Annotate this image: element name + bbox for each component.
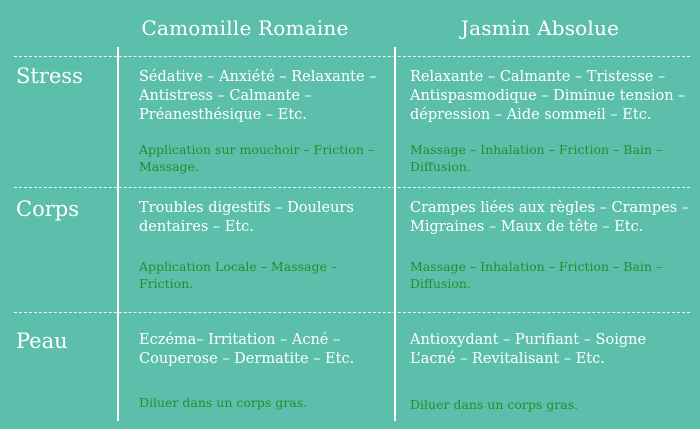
column-header-camomille: Camomille Romaine — [141, 16, 349, 40]
row-label-stress: Stress — [16, 64, 83, 88]
corps-camomille-properties: Troubles digestifs – Douleurs dentaires – Etc. — [139, 200, 354, 235]
peau-camomille-properties: Eczéma– Irritation – Acné – Couperose – Dermatite – Etc. — [139, 332, 355, 367]
peau-jasmin-properties: Antioxydant – Purifiant – Soigne L’acné – Revitalisant – Etc. — [410, 332, 647, 367]
column-divider-left — [117, 47, 119, 421]
row-divider-middle — [14, 187, 690, 188]
peau-camomille-usage: Diluer dans un corps gras. — [139, 395, 308, 410]
column-divider-right — [394, 47, 396, 421]
stress-camomille-properties: Sédative – Anxiété – Relaxante – Antistress – Calmante – Préanesthésique – Etc. — [139, 69, 377, 123]
row-divider-top — [14, 56, 690, 57]
row-label-corps: Corps — [16, 197, 79, 221]
corps-camomille-usage: Application Locale – Massage – Friction. — [139, 259, 338, 291]
stress-camomille-usage: Application sur mouchoir – Friction – Massage. — [139, 142, 375, 174]
row-divider-bottom — [14, 312, 690, 313]
stress-jasmin-properties: Relaxante – Calmante – Tristesse – Antispasmodique – Diminue tension – dépression – Aide sommeil – Etc. — [410, 69, 686, 123]
column-header-jasmin: Jasmin Absolue — [460, 16, 620, 40]
peau-jasmin-usage: Diluer dans un corps gras. — [410, 397, 579, 412]
corps-jasmin-usage: Massage – Inhalation – Friction – Bain – Diffusion. — [410, 259, 663, 291]
corps-jasmin-properties: Crampes liées aux règles – Crampes – Migraines – Maux de tête – Etc. — [410, 200, 690, 235]
stress-jasmin-usage: Massage – Inhalation – Friction – Bain – Diffusion. — [410, 142, 663, 174]
row-label-peau: Peau — [16, 329, 68, 353]
